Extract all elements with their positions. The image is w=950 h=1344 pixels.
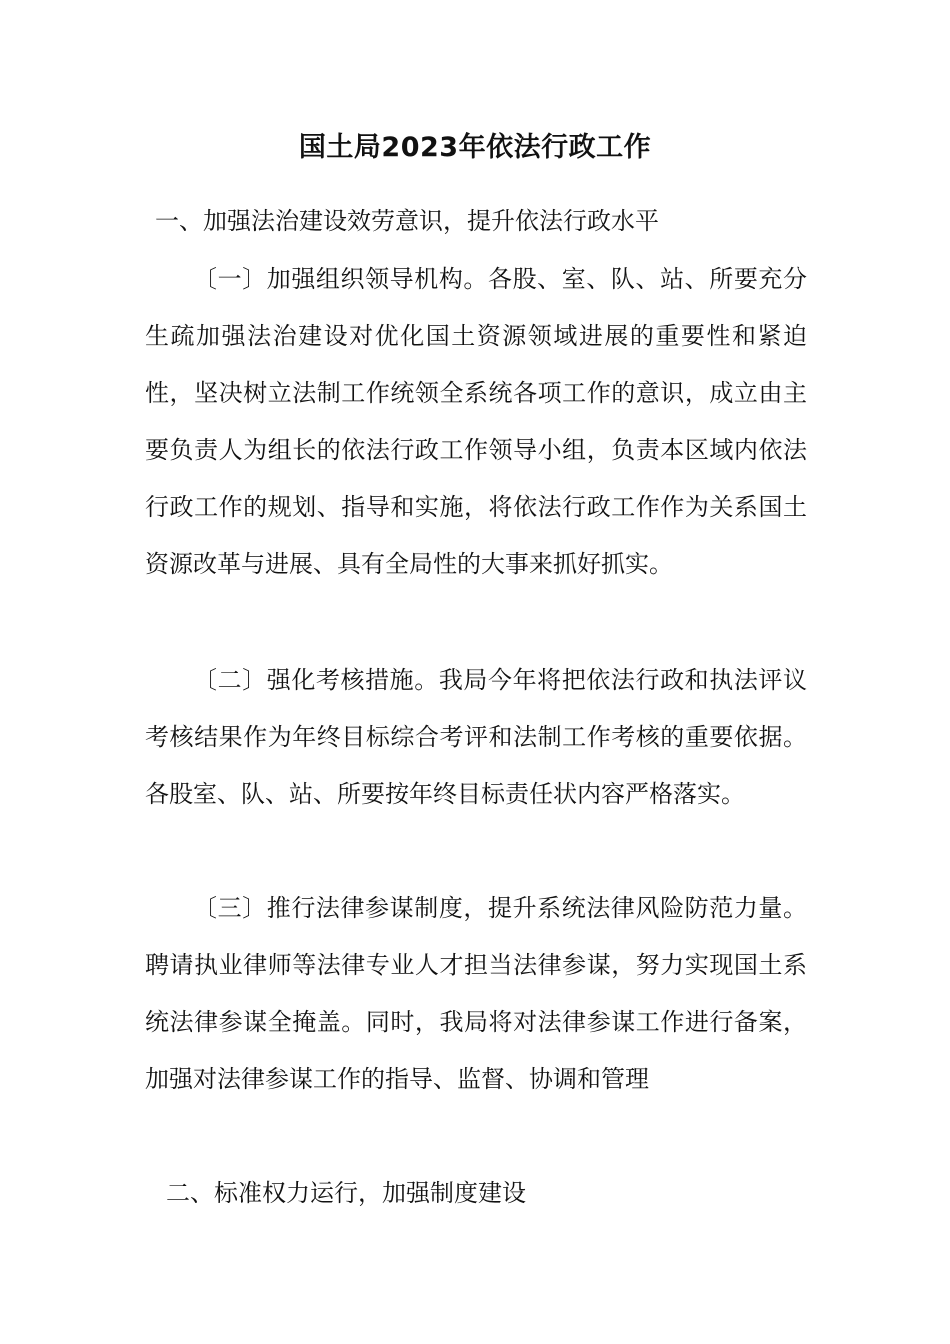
- paragraph-2: 〔二〕强化考核措施。我局今年将把依法行政和执法评议考核结果作为年终目标综合考评和法制工作考核的重要依据。各股室、队、站、所要按年终目标责任状内容严格落实。: [145, 666, 807, 808]
- document-title: 国土局2023年依法行政工作: [298, 132, 652, 163]
- section-heading-2: 二、标准权力运行，加强制度建设: [166, 1179, 526, 1207]
- section-heading-1: 一、加强法治建设效劳意识，提升依法行政水平: [155, 207, 659, 235]
- paragraph-1: 〔一〕加强组织领导机构。各股、室、队、站、所要充分生疏加强法治建设对优化国土资源领域进展的重要性和紧迫性，坚决树立法制工作统领全系统各项工作的意识，成立由主要负责人为组长的依法行政工作领导小组，负责本区域内依法行政工作的规划、指导和实施，将依法行政工作作为关系国土资源改革与进展、具有全局性的大事来抓好抓实。: [145, 265, 807, 578]
- paragraph-3: 〔三〕推行法律参谋制度，提升系统法律风险防范力量。聘请执业律师等法律专业人才担当法律参谋，努力实现国土系统法律参谋全掩盖。同时，我局将对法律参谋工作进行备案，加强对法律参谋工作的指导、监督、协调和管理: [145, 894, 807, 1093]
